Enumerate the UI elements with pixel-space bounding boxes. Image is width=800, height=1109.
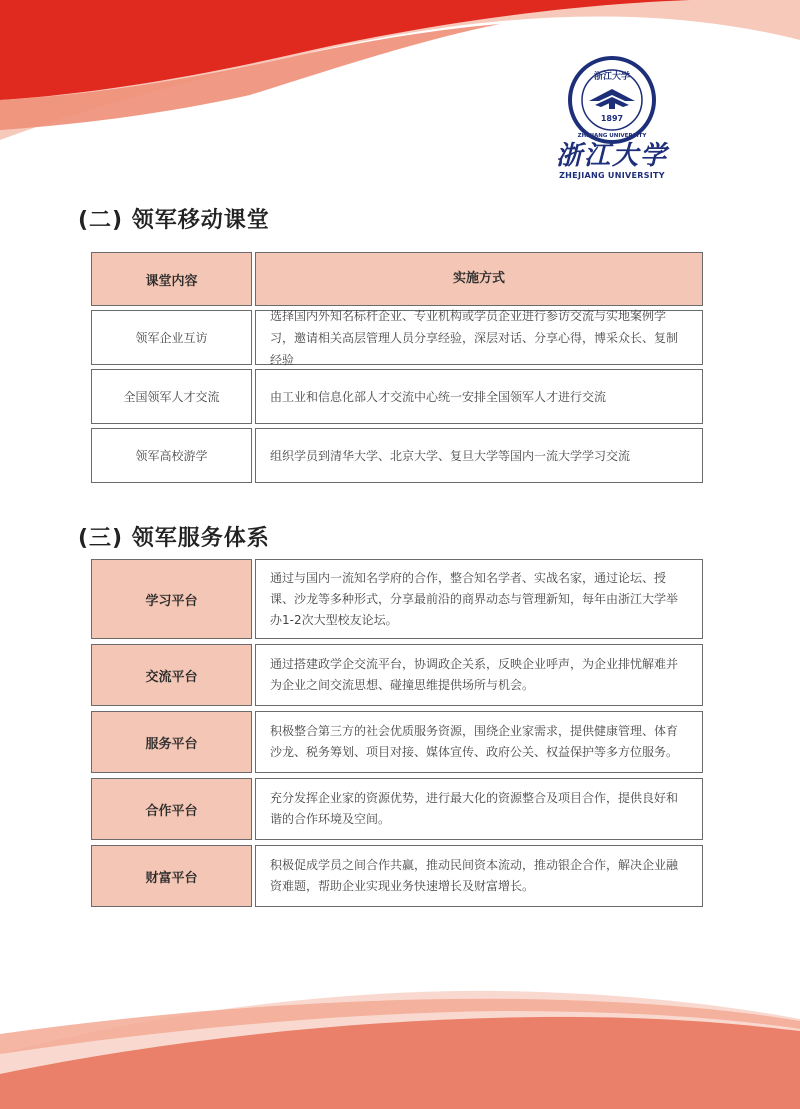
row-method: 组织学员到清华大学、北京大学、复旦大学等国内一流大学学习交流 — [255, 428, 703, 483]
emblem-ring-text: ZHEJIANG UNIVERSITY — [577, 133, 647, 139]
university-emblem-icon — [567, 55, 657, 145]
header-course-content: 课堂内容 — [91, 252, 252, 306]
section-title-service-system: (三) 领军服务体系 — [78, 526, 270, 551]
table-row — [91, 369, 703, 424]
table-row — [91, 778, 703, 840]
platform-description: 充分发挥企业家的资源优势，进行最大化的资源整合及项目合作，提供良好和谐的合作环境及空间。 — [255, 778, 703, 840]
logo-calligraphy-name: 浙江大学 — [555, 141, 668, 171]
header-implementation: 实施方式 — [255, 252, 703, 306]
table-row — [91, 845, 703, 907]
row-method: 选择国内外知名标杆企业、专业机构或学员企业进行参访交流与实地案例学习，邀请相关高层管理人员分享经验，深层对话、分享心得，博采众长、复制经验 — [255, 310, 703, 365]
top-wave-decoration — [0, 0, 800, 160]
table-row — [91, 428, 703, 483]
row-content: 领军高校游学 — [91, 428, 252, 483]
mobile-classroom-table — [91, 252, 703, 487]
platform-description: 通过搭建政学企交流平台，协调政企关系，反映企业呼声，为企业排忧解难并为企业之间交流思想、碰撞思维提供场所与机会。 — [255, 644, 703, 706]
platform-name: 学习平台 — [91, 559, 252, 639]
table-row — [91, 559, 703, 639]
platform-name: 交流平台 — [91, 644, 252, 706]
platform-name: 服务平台 — [91, 711, 252, 773]
row-content: 全国领军人才交流 — [91, 369, 252, 424]
logo-english-name: ZHEJIANG UNIVERSITY — [559, 171, 665, 180]
section-title-mobile-classroom: (二) 领军移动课堂 — [78, 208, 270, 233]
bottom-wave-decoration — [0, 969, 800, 1109]
row-content: 领军企业互访 — [91, 310, 252, 365]
platform-name: 合作平台 — [91, 778, 252, 840]
table-row — [91, 711, 703, 773]
table-row — [91, 310, 703, 365]
service-system-table — [91, 559, 703, 912]
platform-description: 通过与国内一流知名学府的合作，整合知名学者、实战名家，通过论坛、授课、沙龙等多种形式，分享最前沿的商界动态与管理新知，每年由浙江大学举办1-2次大型校友论坛。 — [255, 559, 703, 639]
table-header-row — [91, 252, 703, 306]
zhejiang-university-logo — [548, 55, 676, 185]
platform-name: 财富平台 — [91, 845, 252, 907]
platform-description: 积极促成学员之间合作共赢，推动民间资本流动，推动银企合作，解决企业融资难题，帮助企业实现业务快速增长及财富增长。 — [255, 845, 703, 907]
platform-description: 积极整合第三方的社会优质服务资源，围绕企业家需求，提供健康管理、体育沙龙、税务筹划、项目对接、媒体宣传、政府公关、权益保护等多方位服务。 — [255, 711, 703, 773]
row-method: 由工业和信息化部人才交流中心统一安排全国领军人才进行交流 — [255, 369, 703, 424]
emblem-top-text: 浙江大学 — [593, 72, 631, 82]
emblem-year: 1897 — [600, 114, 624, 123]
table-row — [91, 644, 703, 706]
